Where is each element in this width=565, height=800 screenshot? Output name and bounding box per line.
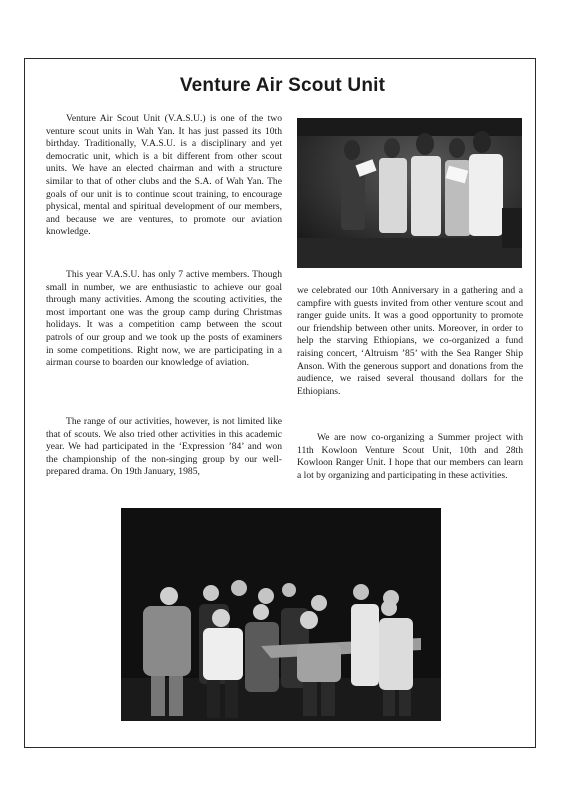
- article-title: Venture Air Scout Unit: [179, 75, 386, 96]
- photo-drama-performance: [297, 118, 522, 268]
- paragraph-members: This year V.A.S.U. has only 7 active members. Though small in number, we are enthusiastic to achieve our goal through many activities. Among the scouting activities, the most important one was the group camp during Christmas holidays. It was a competition camp between the scout patrols of our group and we took up the posts of examiners in some competitions. Right now, we are participating in a airman course to boarden our knowledge of aviation.: [46, 269, 282, 369]
- photo-group-gathering: [121, 508, 441, 721]
- paragraph-activities: The range of our activities, however, is not limited like that of scouts. We also tried other activities in this academic year. We had participated in the ‘Expression ’84’ and won the championship of the non-singing group by our well-prepared drama. On 19th January, 1985,: [46, 416, 282, 478]
- paragraph-anniversary: we celebrated our 10th Anniversary in a gathering and a campfire with guests invited from other venture scout and ranger guide units. It was a good opportunity to promote our friendship between other units. Moreover, in order to help the starving Ethiopians, we co-organized a fund raising concert, ‘Altruism ’85’ with the Sea Ranger Ship Anson. With the generous support and donations from the audience, we raised several thousand dollars for the Ethiopians.: [297, 285, 523, 397]
- paragraph-intro: Venture Air Scout Unit (V.A.S.U.) is one of the two venture scout units in Wah Yan. It has just passed its 10th birthday. Traditionally, V.A.S.U. is a disciplinary and yet democratic unit, which is a bit different from other scout units. We have an elected chairman and with a structure similar to that of other clubs and the S.A. of Wah Yan. The goals of our unit is to continue scout training, to encourage physical, mental and spiritual development of our members, and because we are ventures, to promote our aviation knowledge.: [46, 113, 282, 238]
- paragraph-summer-project: We are now co-organizing a Summer project with 11th Kowloon Venture Scout Unit, 10th and 28th Kowloon Ranger Unit. I hope that our members can learn a lot by organizing and participating in these activities.: [297, 432, 523, 481]
